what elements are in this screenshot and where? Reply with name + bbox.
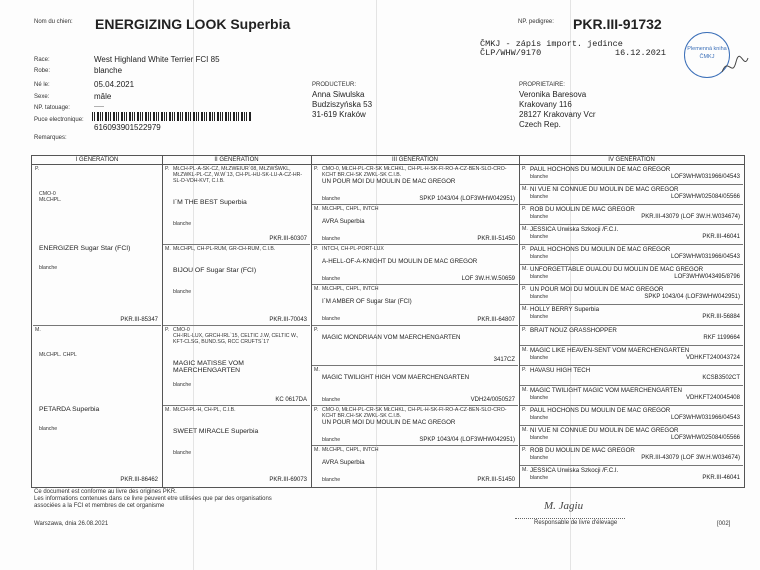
gen2-header: II GENERATION <box>162 156 311 165</box>
ancestor-reg: PKR.III-64807 <box>477 316 515 323</box>
gen4-ancestor <box>520 406 743 426</box>
ancestor-color: blanche <box>322 476 341 483</box>
ancestor-name: I`M AMBER OF Sugar Star (FCI) <box>322 298 412 306</box>
gen3-ancestor <box>312 326 518 366</box>
gen2-ancestor <box>163 406 310 485</box>
ancestor-reg: PKR.III-70043 <box>269 316 307 323</box>
ancestor-name: PAUL HOCHONS DU MOULIN DE MAC GREGOR <box>530 406 671 414</box>
ancestor-sex: P. <box>165 166 170 172</box>
import-note-line2 <box>480 49 666 58</box>
ancestor-reg: LOF 3W.H.W.50659 <box>461 276 515 283</box>
ancestor-titles: MŁCHPL, CHPL, INTCH <box>322 206 379 213</box>
ancestor-sex: M. <box>522 306 528 313</box>
ancestor-reg: LOF3WHW031966/04543 <box>670 414 740 421</box>
ancestor-sex: M. <box>522 186 528 193</box>
ancestor-reg: RKF 1199664 <box>703 334 740 341</box>
ancestor-sex: M. <box>314 446 320 453</box>
ancestor-name: AVRA Superbia <box>322 218 365 226</box>
robe-label: Robe: <box>34 68 51 74</box>
ancestor-color: blanche <box>530 234 549 241</box>
gen4-ancestor <box>520 285 743 305</box>
ancestor-color: blanche <box>530 254 549 261</box>
gen4-ancestor <box>520 185 743 205</box>
ancestor-sex: M. <box>165 406 171 413</box>
robe-value: blanche <box>94 66 123 75</box>
signature-line <box>515 518 625 519</box>
ancestor-name: MAGIC LIKE HEAVEN-SENT VOM MAERCHENGARTEN <box>530 346 690 354</box>
gen4-ancestor <box>520 366 743 386</box>
gen2-ancestor <box>163 326 310 406</box>
ancestor-sex: P. <box>522 446 527 453</box>
ancestor-titles: MŁCH-PL-A-SK-CZ, MŁZWEIUR`08, MŁZWŚWKL, MŁZWKL-PL-CZ, W.W`13, CH-PL-HU-SK-LU-A-CZ-HR-SL-D-VDH-KVT, C.I.B. <box>173 166 303 185</box>
ancestor-reg: VDHKFT240043724 <box>685 354 740 361</box>
ancestor-titles: MŁCHPL, CHPL, INTCH <box>322 286 379 293</box>
ancestor-sex: P. <box>522 286 527 293</box>
ancestor-sex: P. <box>522 206 527 213</box>
ancestor-name: PAUL HOCHONS DU MOULIN DE MAC GREGOR <box>530 246 671 254</box>
gen4-ancestor <box>520 265 743 285</box>
ancestor-name: ROB DU MOULIN DE MAC GREGOR <box>530 446 635 454</box>
ancestor-color: blanche <box>39 425 58 432</box>
gen4-ancestor <box>520 466 743 485</box>
ancestor-titles: CMO-0, MŁCH-PL-CR-SK MŁCHKL, CH-PL-H-SK-FI-RO-A-CZ-BEN-SLO-CRO-KCHT BR.CH-SK ZWKL-SK C.I.B. <box>322 166 507 179</box>
ancestor-color: blanche <box>530 294 549 301</box>
ancestor-sex: P. <box>522 406 527 413</box>
ancestor-sex: M. <box>522 346 528 353</box>
producer-label: PRODUCTEUR: <box>312 82 357 88</box>
ancestor-sex: P. <box>35 166 40 172</box>
gen3-header: III GENERATION <box>311 156 519 165</box>
footer-line2: Les informations contenues dans ce livre peuvent etre utilisées que par des organisations <box>34 496 272 502</box>
gen4-ancestor <box>520 165 743 185</box>
pedigree-label: NP. pedigree: <box>518 19 554 25</box>
ancestor-reg: PKR.III-85347 <box>120 316 158 323</box>
ancestor-name: AVRA Superbia <box>322 458 365 466</box>
ancestor-name: MAGIC MONDRIAAN VOM MAERCHENGARTEN <box>322 333 461 341</box>
ancestor-color: blanche <box>173 381 192 388</box>
ancestor-name: PAUL HOCHONS DU MOULIN DE MAC GREGOR <box>530 166 671 173</box>
ancestor-sex: P. <box>522 246 527 253</box>
ancestor-color: blanche <box>530 474 549 481</box>
ancestor-titles: MŁCHPL. CHPL <box>39 351 77 358</box>
ancestor-reg: PKR.III-60307 <box>269 236 307 243</box>
race-value: West Highland White Terrier FCI 85 <box>94 55 220 64</box>
gen3-ancestor <box>312 446 518 485</box>
gen1-header: I GENERATION <box>32 156 162 165</box>
producer-city: 31-619 Kraków <box>312 110 366 119</box>
chip-barcode <box>92 112 252 121</box>
ancestor-color: blanche <box>530 194 549 201</box>
ancestor-sex: M. <box>522 386 528 393</box>
ancestor-color: blanche <box>530 214 549 221</box>
ancestor-reg: VDH24/0050527 <box>470 396 515 403</box>
signature-label: Responsable de livre d'élevage <box>534 520 618 526</box>
ancestor-name: ROB DU MOULIN DE MAC GREGOR <box>530 206 635 214</box>
owner-city: 28127 Krakovany Vcr <box>519 110 596 119</box>
ancestor-name: BIJOU OF Sugar Star (FCI) <box>173 267 257 275</box>
gen3-ancestor <box>312 406 518 446</box>
page-code: [002] <box>717 521 731 527</box>
ancestor-color: blanche <box>322 316 341 323</box>
footer-line1: Ce document est conforme au livre des origines PKR. <box>34 489 177 495</box>
ancestor-reg: KC 0617DA <box>275 396 307 403</box>
pedigree-number: PKR.III-91732 <box>573 16 662 32</box>
ancestor-color: blanche <box>530 354 549 361</box>
ancestor-color: blanche <box>530 414 549 421</box>
owner-label: PROPRIETAIRE: <box>519 82 565 88</box>
ancestor-reg: KCSB3502CT <box>702 374 740 381</box>
ancestor-color: blanche <box>173 221 192 227</box>
ancestor-sex: M. <box>522 426 528 433</box>
ancestor-sex: M. <box>522 266 528 273</box>
owner-street: Krakovany 116 <box>519 100 572 109</box>
ancestor-reg: PKR.III-51450 <box>477 477 515 483</box>
ancestor-reg: VDHKFT240045408 <box>685 394 740 401</box>
ancestor-name: NI VUE NI CONNUE DU MOULIN DE MAC GREGOR <box>530 186 679 194</box>
ancestor-name: BRAIT NOUZ GRASSHOPPER <box>530 326 617 334</box>
footer-line3: associées a la FCI et membres de cet organisme <box>34 503 165 509</box>
ancestor-reg: SPKP 1043/04 (LOF3WHW042951) <box>644 294 740 301</box>
ancestor-sex: M. <box>314 286 320 293</box>
ancestor-titles: CMO-0, MŁCH-PL-CR-SK MŁCHKL, CH-PL-H-SK-FI-RO-A-CZ-BEN-SLO-CRO-KCHT BR.CH-SK ZWKL-SK C.I.B. <box>322 406 507 419</box>
chip-label: Puce electronique: <box>34 117 84 123</box>
gen4-ancestor <box>520 205 743 225</box>
ancestor-reg: PKR.III-43079 (LOF 3W.H.W034674) <box>641 454 740 461</box>
ancestor-reg: PKR.III-86462 <box>120 477 158 483</box>
gen3-ancestor <box>312 165 518 205</box>
ancestor-name: UNFORGETTABLE OUALOU DU MOULIN DE MAC GREGOR <box>530 266 704 274</box>
gen1-ancestor <box>33 165 161 326</box>
ancestor-name: SWEET MIRACLE Superbia <box>173 427 259 435</box>
ancestor-sex: P. <box>314 326 319 333</box>
gen2-ancestor <box>163 165 310 245</box>
gen3-ancestor <box>312 245 518 285</box>
owner-name: Veronika Baresova <box>519 90 587 99</box>
ancestor-color: blanche <box>322 276 341 283</box>
ancestor-name: JESSICA Urwiska Szkocji /F.C.I. <box>530 226 619 234</box>
ancestor-color: blanche <box>173 289 192 296</box>
stamp-signature <box>720 52 750 80</box>
ancestor-reg: PKR.III-46041 <box>702 474 740 481</box>
ancestor-name: PETARDA Superbia <box>39 405 100 413</box>
ancestor-color: blanche <box>530 174 549 180</box>
ancestor-sex: P. <box>522 166 527 172</box>
ancestor-color: blanche <box>530 434 549 441</box>
gen4-ancestor <box>520 225 743 245</box>
ancestor-sex: M. <box>165 246 171 253</box>
ancestor-color: blanche <box>530 314 549 321</box>
ancestor-name: UN POUR MOI DU MOULIN DE MAC GREGOR <box>530 286 664 294</box>
ancestor-titles: MŁCHPL, CHPL, INTCH <box>322 446 379 453</box>
ancestor-sex: P. <box>522 366 527 373</box>
ancestor-titles: CMO-0 CH-IRL-LUX, GRCH-IRL`15, CELTIC J.W, CELTIC W., KFT-CLSG, BUND.SG, RCC CRUFTS`17 <box>173 326 299 345</box>
ancestor-titles: MŁCHPL, CH-PL-RUM, GR-CH-RUM, C.I.B. <box>173 246 276 253</box>
ancestor-reg: PKR.III-56884 <box>702 314 740 321</box>
tattoo-value: ----- <box>94 104 104 110</box>
import-date: 16.12.2021 <box>614 48 666 58</box>
ancestor-titles: CMO-0 MŁCHPL. <box>39 191 62 204</box>
ancestor-name: I`M THE BEST Superbia <box>173 199 247 206</box>
born-value: 05.04.2021 <box>94 80 135 89</box>
ancestor-sex: P. <box>314 406 319 413</box>
import-note-line1: ČMKJ - zápis import. jedince <box>480 39 623 49</box>
ancestor-reg: LOF3WHW025084/05566 <box>670 434 740 441</box>
producer-name: Anna Siwulska <box>312 90 365 99</box>
remarks-label: Remarques: <box>34 135 67 141</box>
registrar-signature: M. Jagiu <box>544 500 584 512</box>
ancestor-reg: PKR.III-51450 <box>477 236 515 243</box>
chip-number: 616093901522979 <box>94 123 161 132</box>
ancestor-titles: MŁCH-PL-H, CH-PL, C.I.B. <box>173 406 236 413</box>
ancestor-sex: P. <box>165 326 170 333</box>
ancestor-name: MAGIC TWILIGHT HIGH VOM MAERCHENGARTEN <box>322 373 470 381</box>
gen4-ancestor <box>520 326 743 346</box>
ancestor-reg: SPKP 1043/04 (LOF3WHW042951) <box>419 436 515 443</box>
registry-stamp: Plemenná kniha ČMKJ <box>684 32 730 78</box>
ancestor-name: NI VUE NI CONNUE DU MOULIN DE MAC GREGOR <box>530 426 679 434</box>
gen1-ancestor <box>33 326 161 486</box>
gen3-ancestor <box>312 205 518 245</box>
owner-country: Czech Rep. <box>519 120 561 129</box>
ancestor-color: blanche <box>322 195 341 202</box>
sex-label: Sexe: <box>34 94 50 100</box>
name-label: Nom du chien: <box>34 19 73 25</box>
ancestor-reg: LOF3WHW025084/05566 <box>670 194 740 201</box>
ancestor-color: blanche <box>530 454 549 461</box>
ancestor-name: HOLLY BERRY Superbia <box>530 306 600 314</box>
gen4-ancestor <box>520 346 743 366</box>
gen3-ancestor <box>312 366 518 406</box>
born-label: Né le: <box>34 82 50 88</box>
ancestor-reg: LOF3WHW031966/04543 <box>670 254 740 261</box>
ancestor-sex: M. <box>314 206 320 213</box>
ancestor-name: A-HELL-OF-A-KNIGHT DU MOULIN DE MAC GREGOR <box>322 258 478 266</box>
ancestor-sex: M. <box>314 366 320 373</box>
ancestor-color: blanche <box>322 236 341 243</box>
gen4-ancestor <box>520 305 743 325</box>
ancestor-reg: SPKP 1043/04 (LOF3WHW042951) <box>419 196 515 203</box>
ancestor-sex: P. <box>314 246 319 253</box>
ancestor-sex: P. <box>522 326 527 333</box>
ancestor-sex: M. <box>522 466 528 473</box>
producer-street: Budziszyńska 53 <box>312 100 373 109</box>
ancestor-reg: LOF3WHW043495/8796 <box>674 274 740 281</box>
gen4-ancestor <box>520 426 743 446</box>
ancestor-name: MAGIC TWILIGHT MAGIC VOM MAERCHENGARTEN <box>530 386 682 394</box>
pedigree-table <box>31 155 745 488</box>
ancestor-color: blanche <box>322 436 341 443</box>
dog-name: ENERGIZING LOOK Superbia <box>95 16 291 32</box>
ancestor-sex: P. <box>314 166 319 172</box>
ancestor-reg: LOF3WHW031966/04543 <box>670 174 740 180</box>
ancestor-reg: PKR.III-69073 <box>269 477 307 483</box>
ancestor-color: blanche <box>173 449 192 456</box>
place-date: Warszawa, dnia 26.08.2021 <box>34 521 109 527</box>
ancestor-name: ENERGIZER Sugar Star (FCI) <box>39 245 131 252</box>
import-registration: ČLP/WHW/9170 <box>480 48 542 58</box>
ancestor-reg: 3417CZ <box>493 356 515 363</box>
ancestor-titles: INTCH, CH-PL-PORT-LUX <box>322 246 384 253</box>
gen4-ancestor <box>520 245 743 265</box>
ancestor-name: JESSICA Urwiska Szkocji /F.C.I. <box>530 466 619 474</box>
ancestor-name: MAGIC MATISSE VOM MAERCHENGARTEN <box>173 359 244 374</box>
ancestor-color: blanche <box>530 394 549 401</box>
ancestor-reg: PKR.III-46041 <box>702 234 740 241</box>
gen2-ancestor <box>163 245 310 325</box>
ancestor-reg: PKR.III-43079 (LOF 3W.H.W034674) <box>641 214 740 221</box>
tattoo-label: NP. tatouage: <box>34 105 70 111</box>
ancestor-sex: M. <box>35 326 41 333</box>
ancestor-sex: M. <box>522 226 528 233</box>
ancestor-name: HAVASU HIGH TECH <box>530 366 591 374</box>
ancestor-color: blanche <box>322 396 341 403</box>
ancestor-name: UN POUR MOI DU MOULIN DE MAC GREGOR <box>322 178 456 185</box>
gen3-ancestor <box>312 285 518 325</box>
ancestor-color: blanche <box>39 265 58 271</box>
gen4-ancestor <box>520 446 743 466</box>
gen4-header: IV GENERATION <box>519 156 744 165</box>
sex-value: mâle <box>94 92 112 101</box>
ancestor-color: blanche <box>530 274 549 281</box>
ancestor-name: UN POUR MOI DU MOULIN DE MAC GREGOR <box>322 418 456 426</box>
gen4-ancestor <box>520 386 743 406</box>
race-label: Race: <box>34 57 50 63</box>
